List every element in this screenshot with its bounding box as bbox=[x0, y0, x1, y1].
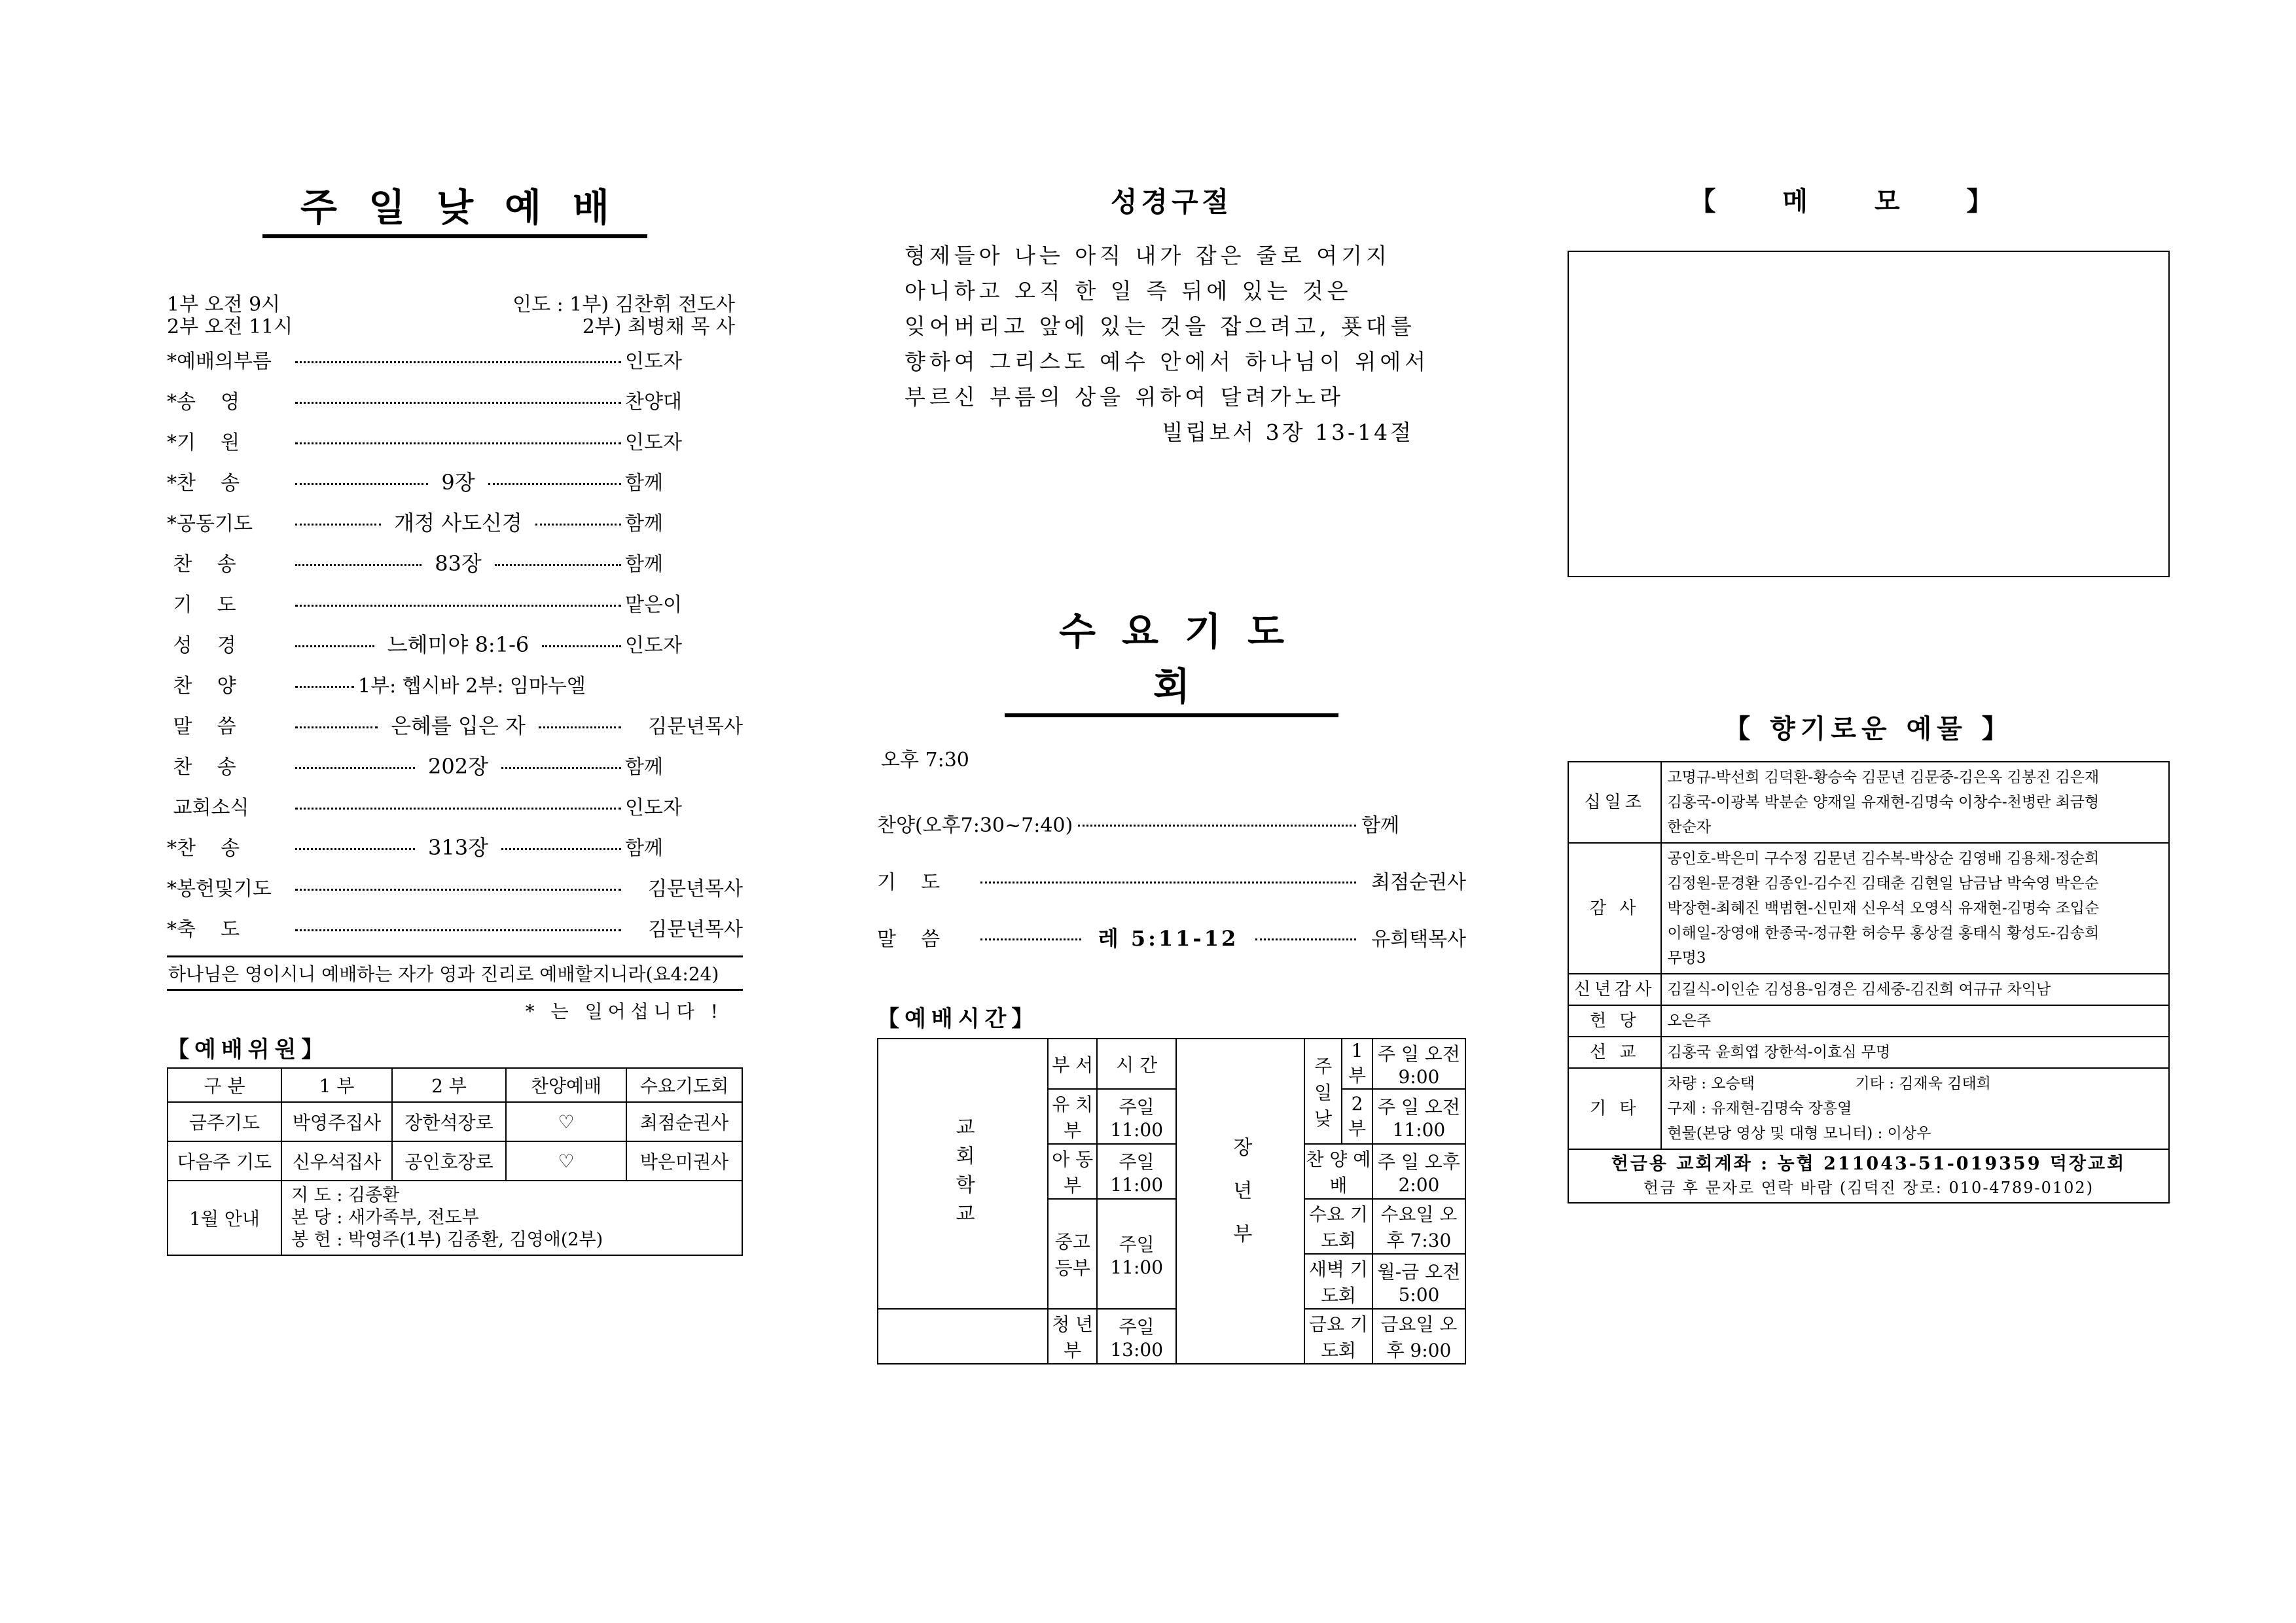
worship-order-item bbox=[167, 461, 743, 501]
memo-title: 【 메 모 】 bbox=[1689, 186, 2022, 217]
order-item-detail: 9장 bbox=[441, 470, 475, 495]
schedule-cell: 금요 기도회 bbox=[1304, 1309, 1372, 1364]
schedule-cell: 유 치 부 bbox=[1048, 1089, 1097, 1144]
right-column bbox=[1568, 177, 2170, 1204]
leader-dots bbox=[295, 929, 621, 931]
leader-dots bbox=[980, 938, 1081, 940]
order-item-name: *찬 송 bbox=[167, 472, 240, 495]
leader-dots bbox=[542, 645, 621, 647]
worship-order-item bbox=[167, 420, 743, 461]
bible-verse-text bbox=[877, 238, 1466, 415]
offering-name-line: 구제 : 유재현-김명숙 장흥열 bbox=[1667, 1100, 1852, 1117]
committee-header-row bbox=[168, 1068, 742, 1102]
offering-name-line: 오은주 bbox=[1667, 1012, 1712, 1029]
announcement-line: 지 도 : 김종환 bbox=[291, 1185, 400, 1205]
worship-order-item bbox=[167, 542, 743, 582]
order-item-leader: 함께 bbox=[625, 512, 663, 535]
offering-names bbox=[1661, 1068, 2169, 1149]
order-item-name: *공동기도 bbox=[167, 512, 253, 535]
memo-box bbox=[1568, 251, 2170, 577]
leader-dots bbox=[1255, 938, 1356, 940]
leader-dots bbox=[295, 605, 621, 607]
committee-header: 찬양예배 bbox=[506, 1068, 626, 1102]
order-item-leader: 찬양대 bbox=[625, 391, 682, 414]
order-item-detail: 은혜를 입은 자 bbox=[391, 713, 526, 738]
order-item-leader: 인도자 bbox=[625, 350, 682, 373]
order-item-name: *찬 송 bbox=[167, 837, 240, 860]
offering-category: 십일조 bbox=[1568, 762, 1661, 843]
order-item-name: 찬 송 bbox=[167, 756, 236, 779]
offering-name-line: 현물(본당 영상 및 대형 모니터) : 이상우 bbox=[1667, 1125, 1931, 1142]
announcement-row bbox=[168, 1181, 742, 1255]
adult-dept-label: 장년부 bbox=[1176, 1039, 1304, 1364]
offering-names bbox=[1661, 1037, 2169, 1068]
order-item-leader: 김문년목사 bbox=[648, 878, 743, 901]
order-item-name: 말 씀 bbox=[877, 927, 941, 951]
worship-order-item bbox=[167, 785, 743, 826]
committee-cell: 박영주집사 bbox=[281, 1102, 392, 1141]
order-item-leader: 1부: 헵시바 2부: 임마누엘 bbox=[358, 675, 586, 698]
offering-name-line: 김홍국-이광복 박분순 양재일 유재현-김명숙 이창수-천병란 최금형 bbox=[1667, 794, 2100, 811]
leader-dots bbox=[501, 848, 621, 850]
account-note: 헌금 후 문자로 연락 바람 (김덕진 장로: 010-4789-0102) bbox=[1643, 1179, 2094, 1197]
order-item-leader: 함께 bbox=[625, 553, 663, 576]
committee-header: 구 분 bbox=[168, 1068, 281, 1102]
schedule-cell: 주일 11:00 bbox=[1097, 1144, 1176, 1199]
order-item-leader: 김문년목사 bbox=[648, 918, 743, 941]
order-item-name: 말 씀 bbox=[167, 715, 236, 738]
order-item-name: 찬 양 bbox=[167, 675, 236, 698]
leader-dots bbox=[488, 483, 621, 485]
wednesday-order-list bbox=[877, 794, 1466, 965]
leader-dots bbox=[295, 402, 621, 404]
sunday-service-section bbox=[167, 177, 743, 1256]
committee-cell: 박은미권사 bbox=[626, 1141, 742, 1181]
leader-dots bbox=[495, 564, 621, 566]
schedule-cell: 수요일 오후 7:30 bbox=[1372, 1199, 1465, 1254]
sunday-service-title: 주일낮예배 bbox=[262, 177, 647, 238]
announcement-content bbox=[281, 1181, 742, 1255]
order-item-name: 기 도 bbox=[167, 594, 236, 616]
heart-icon: ♡ bbox=[506, 1141, 626, 1181]
committee-header: 2 부 bbox=[392, 1068, 506, 1102]
offering-row bbox=[1568, 1037, 2169, 1068]
bible-reference: 빌립보서 3장 13-14절 bbox=[1162, 419, 1414, 445]
offerings-title: 【 향기로운 예물 】 bbox=[1724, 713, 2013, 744]
schedule-cell: 새벽 기도회 bbox=[1304, 1254, 1372, 1309]
announcement-label: 1월 안내 bbox=[168, 1181, 281, 1255]
order-item-name: *예배의부름 bbox=[167, 350, 272, 373]
order-item-leader: 김문년목사 bbox=[648, 715, 744, 738]
worship-order-item bbox=[167, 501, 743, 542]
offering-category: 기 타 bbox=[1568, 1068, 1661, 1149]
leader-dots bbox=[539, 726, 621, 728]
schedule-cell: 청 년 부 bbox=[1048, 1309, 1097, 1364]
offering-category: 신년감사 bbox=[1568, 974, 1661, 1005]
committee-row bbox=[168, 1102, 742, 1141]
worship-order-item bbox=[167, 704, 743, 745]
schedule-cell: 주일 13:00 bbox=[1097, 1309, 1176, 1364]
committee-cell: 다음주 기도 bbox=[168, 1141, 281, 1181]
schedule-cell: 주 일 오전 11:00 bbox=[1372, 1089, 1465, 1144]
service-schedule-table bbox=[877, 1038, 1466, 1364]
offering-row bbox=[1568, 762, 2169, 843]
order-item-leader: 함께 bbox=[625, 472, 663, 495]
leader-dots bbox=[295, 442, 621, 444]
offering-row bbox=[1568, 1068, 2169, 1149]
offering-names bbox=[1661, 762, 2169, 843]
offering-category: 감 사 bbox=[1568, 843, 1661, 974]
order-item-name: *기 원 bbox=[167, 431, 240, 454]
heart-icon: ♡ bbox=[506, 1102, 626, 1141]
order-item-leader: 맡은이 bbox=[625, 594, 682, 616]
wednesday-prayer-time: 오후 7:30 bbox=[881, 749, 969, 772]
leader-dots bbox=[295, 645, 374, 647]
leader-dots bbox=[295, 564, 422, 566]
schedule-cell: 주일 11:00 bbox=[1097, 1089, 1176, 1144]
order-item-name: *축 도 bbox=[167, 918, 240, 941]
order-item-leader: 유희택목사 bbox=[1371, 927, 1467, 951]
offering-name-line: 김홍국 윤희엽 장한석-이효심 무명 bbox=[1667, 1044, 1891, 1061]
committee-cell: 공인호장로 bbox=[392, 1141, 506, 1181]
schedule-cell: 수요 기도회 bbox=[1304, 1199, 1372, 1254]
order-item-detail: 313장 bbox=[428, 835, 488, 860]
worship-verse: 하나님은 영이시니 예배하는 자가 영과 진리로 예배할지니라(요4:24) bbox=[167, 955, 743, 991]
offering-row bbox=[1568, 974, 2169, 1005]
committee-cell: 금주기도 bbox=[168, 1102, 281, 1141]
order-item-name: *봉헌및기도 bbox=[167, 878, 272, 901]
worship-order-item bbox=[167, 339, 743, 380]
schedule-cell: 주 일 오전 9:00 bbox=[1372, 1039, 1465, 1089]
second-service-leader: 2부) 최병채 목 사 bbox=[582, 315, 735, 338]
bible-verse-line: 형제들아 나는 아직 내가 잡은 줄로 여기지 bbox=[905, 243, 1391, 268]
schedule-cell-spacer bbox=[878, 1309, 1048, 1364]
offering-names bbox=[1661, 974, 2169, 1005]
schedule-cell: 월-금 오전 5:00 bbox=[1372, 1254, 1465, 1309]
schedule-title: 【예배시간】 bbox=[877, 1006, 1039, 1032]
offering-name-line: 박장현-최혜진 백범현-신민재 신우석 오영식 유재현-김명숙 조입순 bbox=[1667, 900, 2100, 917]
bible-verse-line: 잊어버리고 앞에 있는 것을 잡으려고, 푯대를 bbox=[905, 313, 1416, 339]
worship-order-item bbox=[167, 866, 743, 907]
bible-verse-line: 향하여 그리스도 예수 안에서 하나님이 위에서 bbox=[905, 349, 1430, 374]
leader-dots bbox=[295, 889, 621, 891]
worship-order-item bbox=[167, 664, 743, 704]
schedule-header: 부 서 bbox=[1048, 1039, 1097, 1089]
wednesday-prayer-title: 수요기도회 bbox=[1005, 601, 1338, 717]
leader-dots bbox=[295, 524, 381, 526]
order-item-leader: 인도자 bbox=[625, 634, 682, 657]
stand-note: * 는 일어섭니다 ! bbox=[525, 1001, 723, 1022]
leader-dots bbox=[295, 726, 378, 728]
offering-name-line: 차량 : 오승택 기타 : 김재욱 김태희 bbox=[1667, 1075, 1991, 1092]
worship-order-item bbox=[167, 745, 743, 785]
offering-names bbox=[1661, 843, 2169, 974]
wednesday-order-item bbox=[877, 851, 1466, 908]
middle-column bbox=[877, 177, 1466, 1364]
leader-dots bbox=[295, 848, 415, 850]
order-item-detail: 개정 사도신경 bbox=[394, 510, 522, 535]
offering-name-line: 무명3 bbox=[1667, 950, 1706, 967]
order-item-leader: 인도자 bbox=[625, 431, 682, 454]
worship-order-item bbox=[167, 623, 743, 664]
order-item-leader: 함께 bbox=[625, 837, 663, 860]
order-item-leader: 함께 bbox=[625, 756, 663, 779]
first-service-leader: 인도 : 1부) 김찬휘 전도사 bbox=[512, 293, 735, 316]
bank-account: 헌금용 교회계좌 : 농협 211043-51-019359 덕장교회 bbox=[1611, 1154, 2126, 1174]
schedule-cell: 찬 양 예 배 bbox=[1304, 1144, 1372, 1199]
leader-dots bbox=[1078, 825, 1356, 827]
schedule-cell: 아 동 부 bbox=[1048, 1144, 1097, 1199]
schedule-cell: 금요일 오후 9:00 bbox=[1372, 1309, 1465, 1364]
committee-title: 【예배위원】 bbox=[167, 1037, 329, 1063]
bible-verse-line: 부르신 부름의 상을 위하여 달려가노라 bbox=[905, 384, 1345, 410]
leader-dots bbox=[980, 882, 1356, 883]
leader-dots bbox=[501, 767, 621, 769]
order-item-leader: 함께 bbox=[1361, 813, 1399, 837]
account-cell bbox=[1568, 1149, 2169, 1203]
service-times bbox=[167, 288, 743, 338]
leader-dots bbox=[295, 483, 428, 485]
committee-cell: 최점순권사 bbox=[626, 1102, 742, 1141]
committee-table bbox=[167, 1067, 743, 1256]
order-item-name: 찬양(오후7:30~7:40) bbox=[877, 813, 1073, 837]
worship-order-item bbox=[167, 907, 743, 948]
worship-order-item bbox=[167, 380, 743, 420]
bible-verse-title: 성경구절 bbox=[1110, 186, 1233, 218]
announcement-line: 봉 헌 : 박영주(1부) 김종환, 김영애(2부) bbox=[291, 1230, 603, 1250]
first-service-time: 1부 오전 9시 bbox=[167, 293, 281, 316]
order-item-name: 성 경 bbox=[167, 634, 236, 657]
offering-name-line: 고명규-박선희 김덕환-황승숙 김문년 김문중-김은옥 김봉진 김은재 bbox=[1667, 769, 2100, 786]
order-item-name: *송 영 bbox=[167, 391, 240, 414]
offering-category: 헌 당 bbox=[1568, 1005, 1661, 1037]
schedule-cell: 1 부 bbox=[1342, 1039, 1372, 1089]
worship-order-item bbox=[167, 826, 743, 866]
committee-header: 수요기도회 bbox=[626, 1068, 742, 1102]
offering-name-line: 한순자 bbox=[1667, 819, 1712, 836]
offerings-table bbox=[1568, 761, 2170, 1204]
order-item-detail: 83장 bbox=[435, 551, 482, 576]
schedule-cell: 중고등부 bbox=[1048, 1199, 1097, 1309]
order-item-name: 교회소식 bbox=[167, 796, 249, 819]
order-item-detail: 느헤미야 8:1-6 bbox=[387, 632, 529, 657]
sermon-scripture: 레 5:11-12 bbox=[1098, 925, 1239, 951]
bible-verse-line: 아니하고 오직 한 일 즉 뒤에 있는 것은 bbox=[905, 278, 1352, 304]
worship-order-item bbox=[167, 582, 743, 623]
order-item-leader: 최점순권사 bbox=[1371, 870, 1466, 894]
worship-order-list bbox=[167, 339, 743, 948]
order-item-name: 찬 송 bbox=[167, 553, 236, 576]
leader-dots bbox=[535, 524, 621, 526]
second-service-time: 2부 오전 11시 bbox=[167, 315, 293, 338]
offering-name-line: 공인호-박은미 구수정 김문년 김수복-박상순 김영배 김용채-정순희 bbox=[1667, 850, 2100, 867]
order-item-name: 기 도 bbox=[877, 870, 941, 894]
church-school-label: 교회학교 bbox=[878, 1039, 1048, 1309]
offering-row bbox=[1568, 843, 2169, 974]
committee-cell: 장한석장로 bbox=[392, 1102, 506, 1141]
committee-cell: 신우석집사 bbox=[281, 1141, 392, 1181]
committee-row bbox=[168, 1141, 742, 1181]
order-item-detail: 202장 bbox=[428, 754, 488, 779]
offering-row bbox=[1568, 1005, 2169, 1037]
leader-dots bbox=[295, 767, 415, 769]
offering-name-line: 김정원-문경환 김종인-김수진 김태춘 김현일 남금남 박숙영 박은순 bbox=[1667, 875, 2099, 892]
wednesday-order-item bbox=[877, 908, 1466, 965]
schedule-cell: 주일 11:00 bbox=[1097, 1199, 1176, 1309]
schedule-cell: 2 부 bbox=[1342, 1089, 1372, 1144]
announcement-line: 본 당 : 새가족부, 전도부 bbox=[291, 1207, 479, 1228]
order-item-leader: 인도자 bbox=[625, 796, 682, 819]
sunday-service-label: 주일 낮 bbox=[1304, 1039, 1342, 1144]
schedule-header: 시 간 bbox=[1097, 1039, 1176, 1089]
leader-dots bbox=[295, 361, 621, 363]
committee-header: 1 부 bbox=[281, 1068, 392, 1102]
offering-names bbox=[1661, 1005, 2169, 1037]
account-row bbox=[1568, 1149, 2169, 1203]
leader-dots bbox=[295, 808, 621, 810]
offering-name-line: 김길식-이인순 김성용-임경은 김세중-김진희 여규규 차익남 bbox=[1667, 981, 2051, 998]
offering-category: 선 교 bbox=[1568, 1037, 1661, 1068]
leader-dots bbox=[295, 686, 354, 688]
schedule-cell: 주 일 오후 2:00 bbox=[1372, 1144, 1465, 1199]
wednesday-order-item bbox=[877, 794, 1466, 851]
offering-name-line: 이해일-장영애 한종국-정규환 허승무 홍상걸 홍태식 황성도-김송희 bbox=[1667, 925, 2100, 942]
